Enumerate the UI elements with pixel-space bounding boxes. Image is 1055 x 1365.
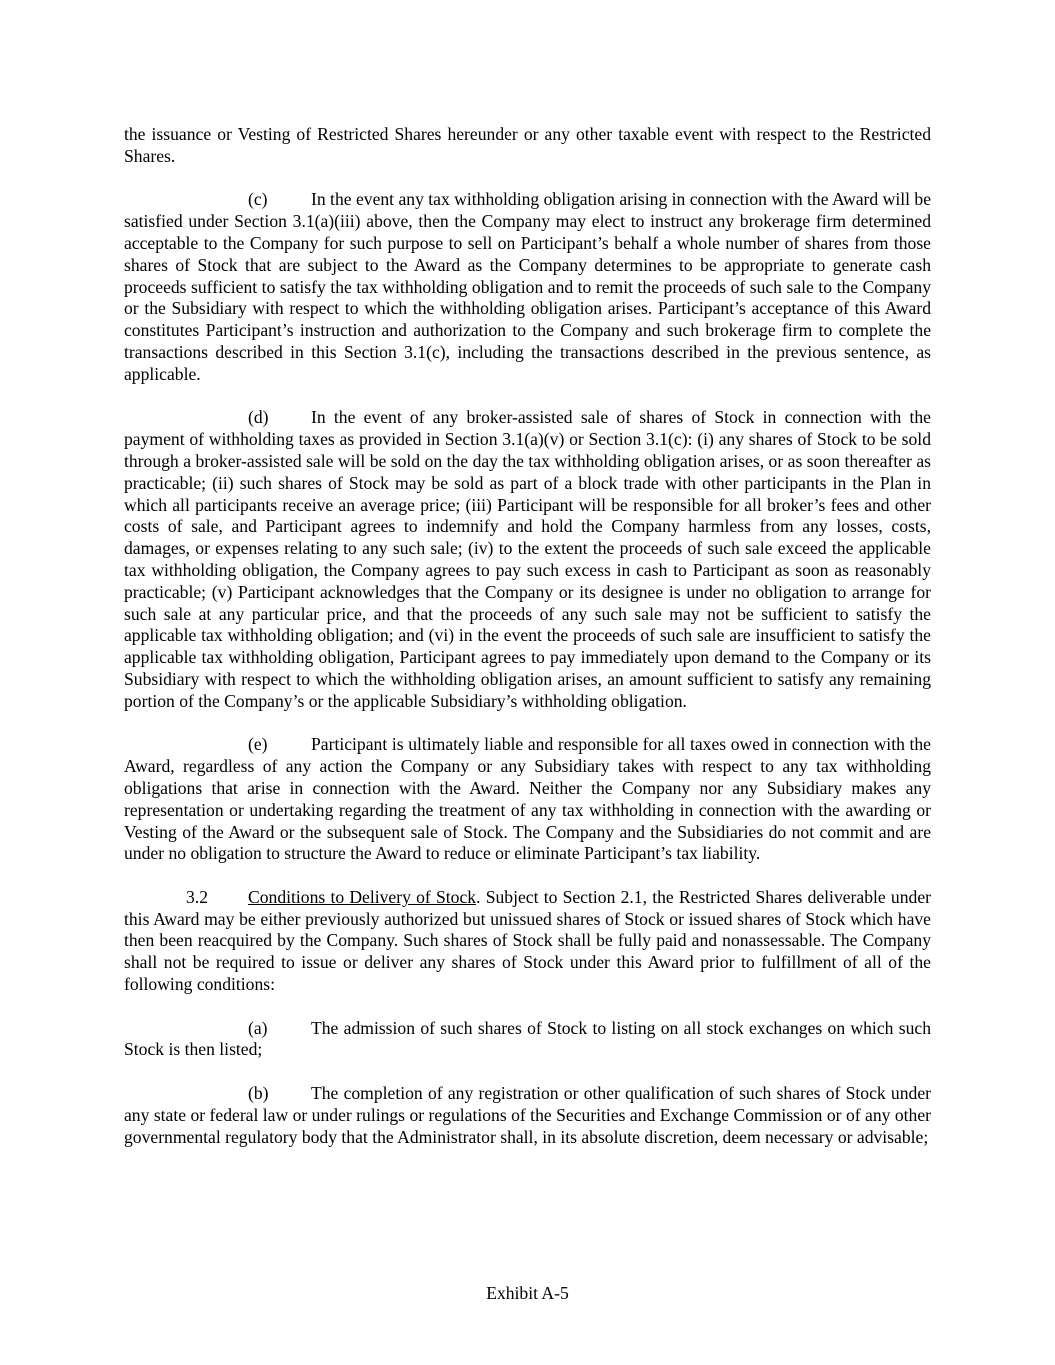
paragraph-text: The admission of such shares of Stock to listing on all stock exchanges on which such Stock is then listed; bbox=[124, 1017, 931, 1060]
paragraph-text: The completion of any registration or other qualification of such shares of Stock under any state or federal law or under rulings or regulations of the Securities and Exchange Commission or of any other governmental regulatory body that the Administrator shall, in its absolute discretion, deem necessary or advisable; bbox=[124, 1083, 931, 1147]
paragraph-label: (d) bbox=[248, 407, 269, 428]
section-heading-suffix: . bbox=[476, 886, 481, 907]
paragraph-3-1-d bbox=[124, 407, 931, 712]
paragraph-3-2-b bbox=[124, 1083, 931, 1148]
section-heading: Conditions to Delivery of Stock bbox=[248, 886, 477, 907]
paragraph-label: (e) bbox=[248, 734, 268, 755]
paragraph-label: (a) bbox=[248, 1017, 268, 1038]
paragraph-text: In the event any tax withholding obligation arising in connection with the Award will be satisfied under Section 3.1(a)(iii) above, then the Company may elect to instruct any brokerage firm determined acceptable to the Company for such purpose to sell on Participant’s behalf a whole number of shares from those shares of Stock that are subject to the Award as the Company determines to be appropriate to generate cash proceeds sufficient to satisfy the tax withholding obligation and to remit the proceeds of such sale to the Company or the Subsidiary with respect to which the withholding obligation arises. Participant’s acceptance of this Award constitutes Participant’s instruction and authorization to the Company and such brokerage firm to complete the transactions described in this Section 3.1(c), including the transactions described in the previous sentence, as applicable. bbox=[124, 189, 931, 384]
paragraph-text: Participant is ultimately liable and responsible for all taxes owed in connection with the Award, regardless of any action the Company or any Subsidiary takes with respect to any tax withholding obligations that arise in connection with the Award. Neither the Company nor any Subsidiary makes any representation or undertaking regarding the treatment of any tax withholding in connection with the awarding or Vesting of the Award or the subsequent sale of Stock. The Company and the Subsidiaries do not commit and are under no obligation to structure the Award to reduce or eliminate Participant’s tax liability. bbox=[124, 734, 931, 864]
section-number: 3.2 bbox=[186, 886, 208, 907]
paragraph-label: (b) bbox=[248, 1083, 269, 1104]
paragraph-3-2-a bbox=[124, 1018, 931, 1062]
document-page bbox=[124, 124, 931, 1170]
continuation-paragraph: the issuance or Vesting of Restricted Shares hereunder or any other taxable event with respect to the Restricted Shares. bbox=[124, 124, 931, 166]
paragraph-label: (c) bbox=[248, 189, 268, 210]
page-footer: Exhibit A-5 bbox=[486, 1283, 569, 1303]
paragraph-3-1-c bbox=[124, 189, 931, 385]
section-text: Subject to Section 2.1, the Restricted Shares deliverable under this Award may be either previously authorized but unissued shares of Stock or issued shares of Stock which have then been reacquired by the Company. Such shares of Stock shall be fully paid and nonassessable. The Company shall not be required to issue or deliver any shares of Stock under this Award prior to fulfillment of all of the following conditions: bbox=[124, 886, 931, 995]
section-3-2 bbox=[124, 887, 931, 996]
paragraph-text: In the event of any broker-assisted sale of shares of Stock in connection with the payment of withholding taxes as provided in Section 3.1(a)(v) or Section 3.1(c): (i) any shares of Stock to be sold through a broker-assisted sale will be sold on the day the tax withholding obligation arises, or as soon thereafter as practicable; (ii) such shares of Stock may be sold as part of a block trade with other participants in the Plan in which all participants receive an average price; (iii) Participant will be responsible for all broker’s fees and other costs of sale, and Participant agrees to indemnify and hold the Company harmless from any losses, costs, damages, or expenses relating to any such sale; (iv) to the extent the proceeds of such sale exceed the applicable tax withholding obligation, the Company agrees to pay such excess in cash to Participant as soon as reasonably practicable; (v) Participant acknowledges that the Company or its designee is under no obligation to arrange for such sale at any particular price, and that the proceeds of any such sale may not be sufficient to satisfy the applicable tax withholding obligation; and (vi) in the event the proceeds of such sale are insufficient to satisfy the applicable tax withholding obligation, Participant agrees to pay immediately upon demand to the Company or its Subsidiary with respect to which the withholding obligation arises, an amount sufficient to satisfy any remaining portion of the Company’s or the applicable Subsidiary’s withholding obligation. bbox=[124, 407, 931, 711]
paragraph-3-1-e bbox=[124, 734, 931, 865]
